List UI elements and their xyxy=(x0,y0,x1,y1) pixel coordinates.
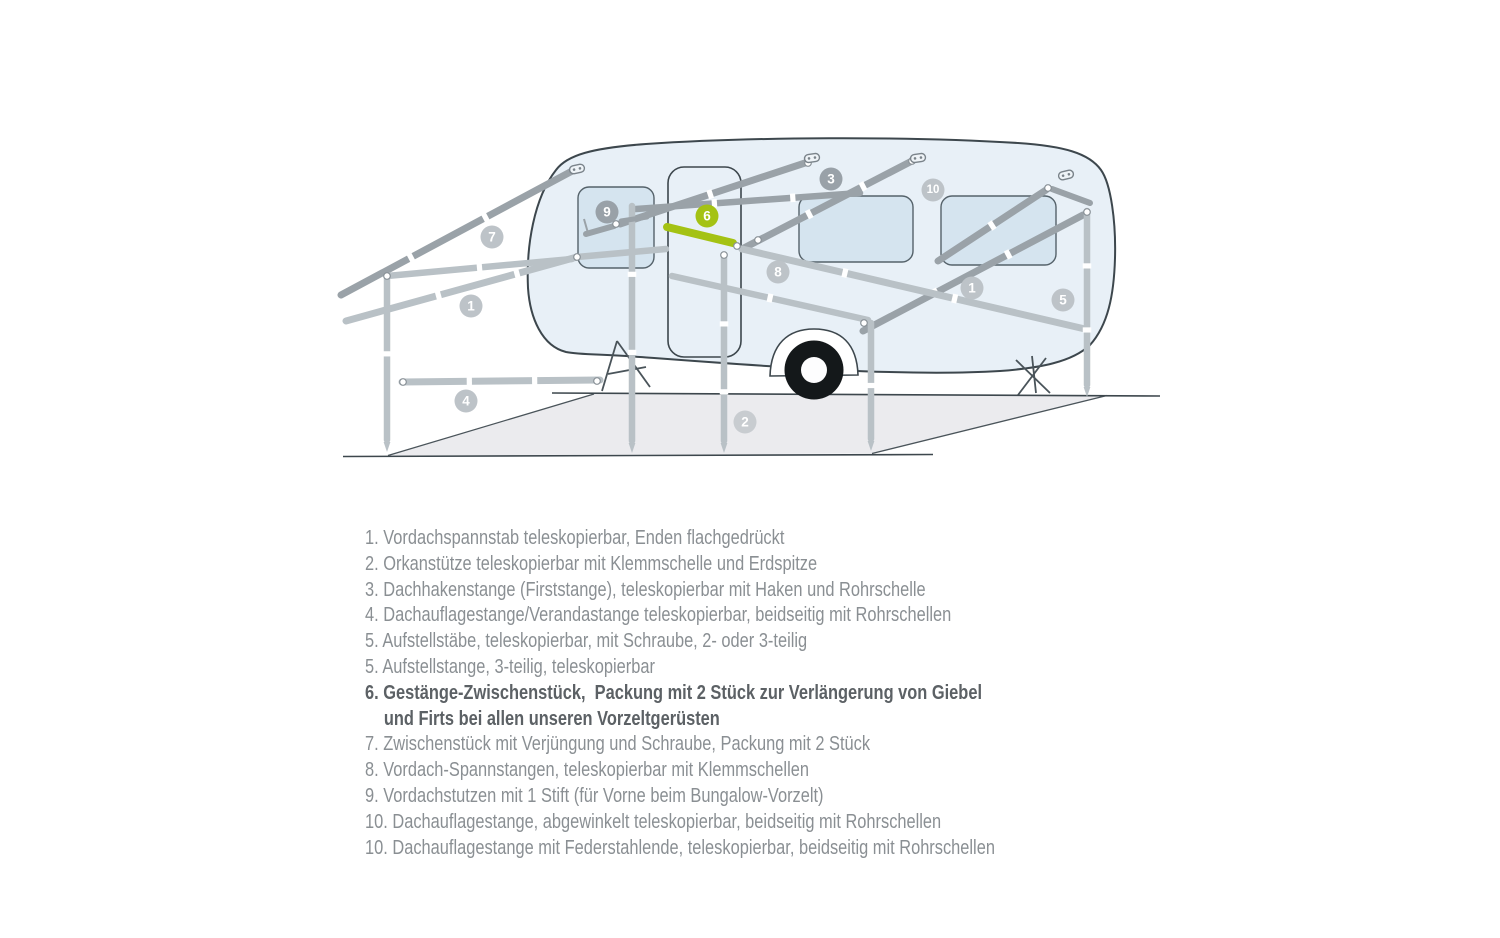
parts-list-item: und Firts bei allen unseren Vorzeltgerüsten xyxy=(383,707,720,730)
parts-list-item: 10. Dachauflagestange mit Federstahlende, teleskopierbar, beidseitig mit Rohrschellen xyxy=(365,836,995,859)
part-badge-9 xyxy=(596,201,619,224)
connector-ring xyxy=(861,320,868,327)
parts-list-item: 4. Dachauflagestange/Verandastange teleskopierbar, beidseitig mit Rohrschellen xyxy=(365,604,952,627)
connector-ring xyxy=(755,237,762,244)
roof-hook-clip xyxy=(804,153,820,163)
parts-list-item: 9. Vordachstutzen mit 1 Stift (für Vorne beim Bungalow-Vorzelt) xyxy=(365,784,824,807)
wheel xyxy=(770,329,858,400)
part-badge-number: 5 xyxy=(1059,292,1067,308)
caravan-window-rear xyxy=(941,196,1056,265)
part-badge-2 xyxy=(734,411,757,434)
part-badge-5 xyxy=(1052,289,1075,312)
part-badge-number: 1 xyxy=(968,280,976,296)
pole-orkan-left xyxy=(629,206,636,453)
pole-aufstell-5 xyxy=(1084,211,1091,397)
parts-list-item: 2. Orkanstütze teleskopierbar mit Klemmschelle und Erdspitze xyxy=(365,552,818,575)
parts-list-item: 6. Gestänge-Zwischenstück, Packung mit 2 Stück zur Verlängerung von Giebel xyxy=(365,681,982,704)
part-badge-1-left xyxy=(460,295,483,318)
part-badge-number: 10 xyxy=(926,184,940,196)
parts-list-item: 3. Dachhakenstange (Firststange), teleskopierbar mit Haken und Rohrschelle xyxy=(365,578,926,601)
part-badge-number: 8 xyxy=(774,264,782,280)
pole-orkan-right xyxy=(868,323,875,451)
part-badge-3 xyxy=(820,168,843,191)
parts-list-item: 1. Vordachspannstab teleskopierbar, Enden flachgedrückt xyxy=(365,527,785,549)
connector-ring xyxy=(721,252,728,259)
parts-list-item: 5. Aufstellstange, 3-teilig, teleskopierbar xyxy=(365,655,655,678)
parts-list-item: 8. Vordach-Spannstangen, teleskopierbar mit Klemmschellen xyxy=(365,759,809,782)
part-badge-number: 6 xyxy=(703,208,711,224)
parts-list-item: 10. Dachauflagestange, abgewinkelt teleskopierbar, beidseitig mit Rohrschellen xyxy=(365,810,942,833)
wheel-hub xyxy=(801,357,827,383)
part-badge-number: 1 xyxy=(467,298,475,314)
part-badge-6 xyxy=(696,205,719,228)
pole-orkan-2 xyxy=(721,256,728,453)
part-badge-number: 3 xyxy=(827,171,835,187)
connector-ring xyxy=(384,273,391,280)
part-badge-number: 2 xyxy=(741,414,749,430)
part-badge-number: 7 xyxy=(488,229,496,245)
connector-ring xyxy=(613,221,620,228)
parts-list-item: 5. Aufstellstäbe, teleskopierbar, mit Schraube, 2- oder 3-teilig xyxy=(365,630,808,653)
connector-ring xyxy=(574,254,581,261)
parts-list-item: 7. Zwischenstück mit Verjüngung und Schraube, Packung mit 2 Stück xyxy=(365,733,871,756)
connector-ring xyxy=(734,243,741,250)
caravan-window-middle xyxy=(799,196,913,262)
part-badge-7 xyxy=(481,226,504,249)
connector-ring xyxy=(400,379,407,386)
part-badge-10 xyxy=(922,179,945,202)
connector-ring xyxy=(1084,209,1091,216)
parts-list xyxy=(365,526,1133,861)
part-badge-number: 4 xyxy=(462,393,470,409)
part-badge-1-right xyxy=(961,277,984,300)
part-badge-number: 9 xyxy=(603,204,611,220)
part-badge-8 xyxy=(767,261,790,284)
connector-ring xyxy=(594,378,601,385)
part-badge-4 xyxy=(455,390,478,413)
connector-ring xyxy=(1045,185,1052,192)
pole-veranda-4 xyxy=(402,380,600,382)
pole-upright-left xyxy=(384,276,391,452)
roof-hook-clip xyxy=(910,153,926,163)
